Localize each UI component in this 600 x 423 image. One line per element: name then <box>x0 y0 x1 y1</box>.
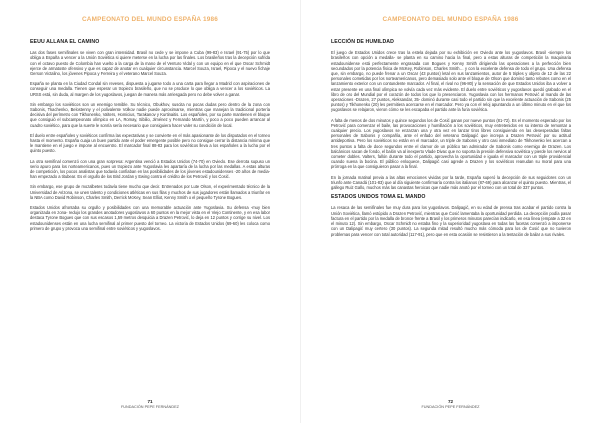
paragraph: El juego de Estados Unidos crece tras la estela dejada por su exhibición en Oviedo ante los yugoslavos. Brasil -siempre los brasileños con opción a medalla- se planta en su camino hacia la final, pero a estas alturas de competición la maquinaria estadounidense está perfectamente engrasada con Bogues y Kenny Smith dirigiendo las operaciones a la perfección bien secundados por la potencia física de McKey, Robinson, Charles Smith… y con la excelente defensa de todo el grupo. Una defensa que, sin embargo, no puede frenar a un Oscar (43 puntos) letal en sus lanzamientos, autor de 5 triples y objeto de 12 de las 22 personales cometidas por los norteamericanos, pero demasiado solo ante el bloque de Olson que dominó tanto rebotes como en el lanzamiento exterior con un contundente marcador. Al final, el rival no (96-80) y la sensación de que Estados Unidos iba a volver a estar presente en una final olímpica se volvía cada vez más evidente. El duelo entre soviéticos y yugoslavos quedó grabado en el libro de oro del Mundial por el corazón de todos los que lo presenciaron. Yugoslavia con los hermanos Petrović al mando de las operaciones -Drazen, 27 puntos, Aleksandar, 35- dominó durante casi todo el partido sin que la excelente actuación de Sabonis (25 puntos) y Tikhonenko (20) les permitiera acercarse en el marcador. Pero ya con el reloj apuntando a un último minuto en el que los yugoslavos se relajaron, vieron cómo se les escapaba el partido ante la furia soviética. <box>331 50 571 113</box>
running-head: CAMPEONATO DEL MUNDO ESPAÑA 1986 <box>81 16 218 23</box>
right-page <box>300 0 600 423</box>
page-footer <box>0 399 300 409</box>
footer-credit: FUNDACIÓN PEPE FERNÁNDEZ <box>120 405 179 409</box>
paragraph: Estados Unidos afrontaba su orgullo y posibilidades con una memorable actuación ante Yugoslavia. Su defensa -muy bien organizada en zona- redujo los grandes anotadores yugoslavos a 60 puntos en la mejor vista en el Viejo Continente, y en esa labor destaca Tyrone Bogues que con sus escasos 1,59 metros desquicia a Drazen Petrović, lo deja en 12 puntos y corrige su nivel. Los estadounidenses están en una lucha semifinal al primer puesto del torneo. La victoria de Estados Unidos (69-60) les coloca como primero de grupo y provoca una semifinal entre soviéticos y yugoslavos. <box>30 205 270 231</box>
paragraph: La resaca de las semifinales fue muy dura para los yugoslavos. Dalipagić, en su edad de prensa tras acabar el partido contra la Unión Soviética, llamó estúpido a Drazen Petrović, mientras que Ćosić lamentaba la oportunidad perdida. La decepción podía pasar factura en el partido por la medalla de bronce frente a Brasil y los primeros minutos parecían indicarlo, en esa línea (empate a 32 en el minuto 12). Sin embargo, Oscar Schmidt no estaba fino y la superioridad yugoslava en todas las facetas comenzó a imponerse con un Dalipagić muy certero (30 puntos). La segunda mitad resultó mucho más cómoda para los de Ćosić que no tuvieron problemas para vencer con total autoridad (117-91), pero que en esta ocasión se resistieron a la tentación de bailar a sus rivales. <box>331 205 571 237</box>
footer-credit: FUNDACIÓN PEPE FERNÁNDEZ <box>421 405 480 409</box>
running-head: CAMPEONATO DEL MUNDO ESPAÑA 1986 <box>382 16 519 23</box>
paragraph: El duelo entre españoles y soviéticos confirma las expectativas y se convierte en el más apasionante de los disputados en el torneo hasta el momento. España cuaja un buen partido ante el poder emergente posible pero no consigue cerrar la distancia mínima que le mantiene en el juego e impone al encuentro. El marcador final 88-83 para los soviéticos lleva a los españoles a la lucha por el quinto puesto. <box>30 132 270 154</box>
section-title: LECCIÓN DE HUMILDAD <box>331 39 394 45</box>
text-column <box>331 40 571 242</box>
page-footer <box>301 399 600 409</box>
paragraph: En la jornada matinal previa a las altas emociones vividas por la tarde, España superó la decepción de sus seguidores con un triunfo ante Canadá (101-83) que al día siguiente confirmaría contra los italianos (87-69) para alcanzar el quinto puesto. Mientras, el gallego Ruiz Gallo, muchos más las canastas heroicas que nadie más anotó por el torneo con un total de 337 puntos. <box>331 174 571 191</box>
subsection-title: ESTADOS UNIDOS TOMA EL MANDO <box>331 194 426 201</box>
paragraph: Sin embargo, ese grupo de mozalbetes todavía tiene mucho que decir. Entrenados por Lute Olson, el experimentado técnico de la Universidad de Arizona, se unen talento y condiciones atléticas en sus filas y muchos de sus jugadores están llamados a triunfar en la NBA como David Robinson, Charles Smith, Derrick McKey, Sean Elliot, Kenny Smith o el pequeño Tyrone Bogues. <box>30 184 270 200</box>
paragraph: Las dos fases semifinales se viven con gran intensidad. Brasil no cede y se impone a Cuba (99-83) e Israel (91-75) por lo que obliga a España a vencer a la Unión Soviética si quiere meterse en la lucha por las finales. Los brasileños tras la decepción sufrida con el octavo puesto de Colombia han vuelto a la carga de la mano de el Venturo Vidal y con un equipo en el que Oscar Schmidt ejerce de armatoste ofensivo y que es capaz de anotar en cualquier circunstancia. Marcel Souza, Israel, Pipoca y el nuevo fichaje Gerson Victalino, los jóvenes Pipoca y Ferreira y el veterano Marcel Souza. <box>30 50 270 77</box>
page-number: 71 <box>147 399 153 404</box>
paragraph: La otra semifinal comenzó con una gran sorpresa: Argentina venció a Estados Unidos (74-70) en Oviedo. Ese derrota supuso un serio apuro para los norteamericanos, pues un tropiezo ante Yugoslavia les apartaría de la lucha por las medallas. A estas alturas de competición, los pocos analistas que todavía confiaban en las posibilidades de los jóvenes estadounidenses -20 años de media- han empezado a titubear. Es el orgullo de los Bird Jordan y Ewing contra el crédito de los Petrović y los Ćosić. <box>30 158 270 180</box>
paragraph: Sin embargo los soviéticos son un enemigo temible. Su técnico, Obukhov, suscita no pocas dudas pero dentro de la zona con Sabonis, Tkachenko, Belostenny y el polivalente Volkov nadie puede aproximarse, mientras que manejan la tradicional portería decisiva del perímetro con Tikhonenko, Valters, Homicius, Tarakanov y Kurtinaitis. Los españoles, por su parte mantienen el bloque que consiguió el subcampeonato olímpico en LA, Romay, Sibilio, Jiménez y Fernando Martín, y poco a poco pueden arrancar al cuadro soviético, para que la suerte le sonría sería necesario que consiguiera hacer valer su condición de local. <box>30 101 270 128</box>
text-column <box>30 40 270 236</box>
section-title: EEUU ALLANA EL CAMINO <box>30 39 100 45</box>
paragraph: A falta de menos de dos minutos y quince segundos los de Ćosić ganan por nueve puntos (81-72). Es el momento esperado por los Petrović para comenzar el baile, las provocaciones y humillación a los soviéticos, muy entretenidos en su intento de remontar a cualquier precio. Los yugoslavos se enzarzan una y otra vez en lanzar tiros libres consiguiendo en las desesperadas faltas personales de Sabonis y compañía, ante el enfado del veterano Dalipagić que increpa a Drazen Petrović por su actitud antideportiva. Pero los soviéticos no están en el marcador, un triple de Sabonis y otro casi inmediato de Tikhonenko les acercan a tres puntos a falta de doce segundos entre el clamor de un público tan admirador de Sabonis como enemigo de Drazen. Los balcánicos sacan de fondo, el balón va al inexperto Vlade Divac que no soporta la presión defensiva soviética y pierde los nervios al cometer dobles. Valters, fallón durante todo el partido, aprovecha la oportunidad e iguala el marcador con un triple providencial cuando suena la bocina. El público enloquece, Dalipagić casi agrede a Drazen y los soviéticos reanudan su moral para una prórroga en la que consiguieron pasar a la final. <box>331 117 571 170</box>
paragraph: España se planta en la Ciudad Condal sin reveses, dispuesta a jugarse todo a una carta para llegar a Madrid con aspiraciones de conseguir una medalla. Tienen que esperar un tropiezo brasileño, que no se produce lo que obliga a vencer a los soviéticos. La URSS está, sin duda, al margen de los yugoslavos, juegan de manera más arriesgada pero no debe volver a ganar. <box>30 81 270 97</box>
page-number: 72 <box>447 399 454 404</box>
